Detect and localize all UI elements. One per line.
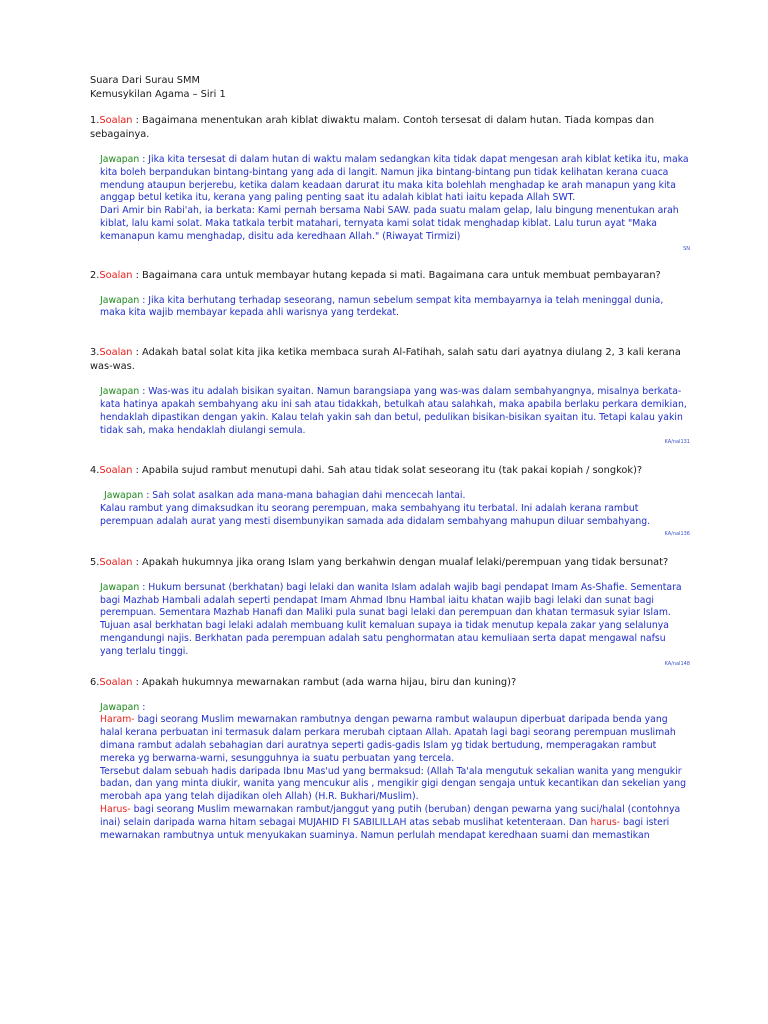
harus-label: Harus- bbox=[100, 803, 131, 815]
soalan-label: Soalan bbox=[99, 556, 133, 568]
question-2: 2.Soalan : Bagaimana cara untuk membayar hutang kepada si mati. Bagaimana cara untuk membuat pembayaran? bbox=[90, 269, 661, 281]
question-4: 4.Soalan : Apabila sujud rambut menutupi dahi. Sah atau tidak solat seseorang itu (tak pakai kopiah / songkok)? bbox=[90, 465, 643, 477]
soalan-label: Soalan bbox=[99, 465, 133, 477]
jawapan-label: Jawapan bbox=[100, 581, 140, 593]
reference-tag: KA/nal136 bbox=[664, 530, 690, 537]
qa-item-1 bbox=[90, 114, 690, 253]
document-title: Suara Dari Surau SMM bbox=[90, 75, 200, 86]
reference-tag: SN bbox=[683, 245, 690, 252]
qa-item-5 bbox=[90, 556, 690, 668]
qa-item-3 bbox=[90, 346, 690, 446]
question-3: 3.Soalan : Adakah batal solat kita jika ketika membaca surah Al-Fatihah, salah satu dari ayatnya diulang 2, 3 kali kerana was-was. bbox=[90, 347, 681, 373]
qa-item-6 bbox=[90, 676, 690, 843]
jawapan-label: Jawapan bbox=[100, 386, 140, 398]
soalan-label: Soalan bbox=[99, 115, 133, 126]
soalan-label: Soalan bbox=[99, 269, 133, 281]
answer-2: Jawapan : Jika kita berhutang terhadap seseorang, namun sebelum sempat kita membayarnya ia telah meninggal dunia, maka kita wajib membayar kepada ahli warisnya yang terdekat. bbox=[100, 294, 664, 319]
harus-label-2: harus- bbox=[590, 816, 621, 828]
jawapan-label: Jawapan bbox=[100, 294, 140, 306]
jawapan-label: Jawapan bbox=[100, 154, 140, 165]
answer-1: Jawapan : Jika kita tersesat di dalam hutan di waktu malam sedangkan kita tidak dapat mengesan arah kiblat ketika itu, maka kita boleh berpandukan bintang-bintang yang ada di langit. Namun jika bintang-bintang pun tidak kelihatan kerana cuaca mendung ataupun berjerebu, ketika dalam keadaan darurat itu maka kita bolehlah menghadap ke arah manapun yang kita anggap betul ketika itu, kerana yang paling penting saat itu adalah kiblat hati iaitu kepada Allah SWT. Dari Amir bin Rabi'ah, ia berkata: Kami pernah bersama Nabi SAW. pada suatu malam gelap, lalu bingung menentukan arah kiblat, lalu kami solat. Maka tatkala terbit matahari, ternyata kami solat tidak menghadap kiblat. Lalu turun ayat "Maka kemanapun kamu menghadap, disitu ada keredhaan Allah." (Riwayat Tirmizi) bbox=[100, 154, 689, 242]
question-5: 5.Soalan : Apakah hukumnya jika orang Islam yang berkahwin dengan mualaf lelaki/perempuan yang tidak bersunat? bbox=[90, 556, 669, 568]
question-6: 6.Soalan : Apakah hukumnya mewarnakan rambut (ada warna hijau, biru dan kuning)? bbox=[90, 676, 517, 688]
answer-4: Jawapan : Sah solat asalkan ada mana-mana bahagian dahi mencecah lantai. Kalau rambut yang dimaksudkan itu seorang perempuan, maka sembahyang itu terbatal. Ini adalah kerana rambut perempuan adalah aurat yang mesti disembunyikan samada ada didalam sembahyang mahupun diluar sembahyang. bbox=[100, 490, 651, 527]
soalan-label: Soalan bbox=[99, 676, 133, 688]
reference-tag: KA/nal148 bbox=[664, 660, 690, 667]
answer-5: Jawapan : Hukum bersunat (berkhatan) bagi lelaki dan wanita Islam adalah wajib bagi pendapat Imam As-Shafie. Sementara bagi Mazhab Hambali adalah seperti pendapat Imam Ahmad Ibnu Hambal iaitu khatan wajib bagi lelaki dan sunat bagi perempuan. Sementara Mazhab Hanafi dan Maliki pula sunat bagi lelaki dan perempuan dan khatan termasuk syiar Islam. Tujuan asal berkhatan bagi lelaki adalah membuang kulit kemaluan supaya ia tidak menutup kepala zakar yang selalunya mengandungi najis. Berkhatan pada perempuan adalah satu penghormatan atau kemuliaan serta dapat mengawal nafsu yang terlalu tinggi. bbox=[100, 581, 682, 657]
jawapan-label: Jawapan bbox=[104, 490, 144, 502]
document-subtitle: Kemusykilan Agama – Siri 1 bbox=[90, 89, 226, 100]
haram-label: Haram- bbox=[100, 714, 135, 726]
qa-item-2 bbox=[90, 269, 690, 321]
reference-tag: KA/nal131 bbox=[664, 439, 690, 446]
question-1: 1.Soalan : Bagaimana menentukan arah kiblat diwaktu malam. Contoh tersesat di dalam hutan. Tiada kompas dan sebagainya. bbox=[90, 115, 655, 140]
jawapan-label: Jawapan bbox=[100, 701, 140, 713]
answer-6: Jawapan : Haram- bagi seorang Muslim mewarnakan rambutnya dengan pewarna rambut walaupun diperbuat daripada benda yang halal kerana perbuatan ini termasuk dalam perkara merubah ciptaan Allah. Apatah lagi bagi seorang perempuan muslimah dimana rambut adalah sebahagian dari auratnya seperti gadis-gadis Islam yg tidak bertudung, memperagakan rambut mereka yg berwarna-warni, sesungguhnya ia suatu perbuatan yang tercela. Tersebut dalam sebuah hadis daripada Ibnu Mas'ud yang bermaksud: (Allah Ta'ala mengutuk sekalian wanita yang mengukir badan, dan yang minta diukir, wanita yang mencukur alis , mengikir gigi dengan sengaja untuk kecantikan dan sekelian yang merobah apa yang telah dijadikan oleh Allah) (H.R. Bukhari/Muslim). Harus- bagi seorang Muslim mewarnakan rambut/janggut yang putih (beruban) dengan pewarna yang suci/halal (contohnya inai) selain daripada warna hitam sebagai MUJAHID FI SABILILLAH atas sebab muslihat ketenteraan. Dan harus- bagi isteri mewarnakan rambutnya untuk menyukakan suaminya. Namun perlulah mendapat keredhaan suami dan memastikan bbox=[100, 701, 687, 841]
qa-item-4 bbox=[90, 464, 690, 537]
answer-3: Jawapan : Was-was itu adalah bisikan syaitan. Namun barangsiapa yang was-was dalam sembahyangnya, misalnya berkata-kata hatinya apakah sembahyang aku ini sah atau tidakkah, betulkah atau salahkah, maka apabila berlaku perkara demikian, hendaklah dipastikan dengan yakin. Kalau telah yakin sah dan betul, pedulikan bisikan-bisikan syaitan itu. Tetapi kalau yakin tidak sah, maka hendaklah diulangi semula. bbox=[100, 386, 687, 436]
document-page bbox=[90, 74, 690, 842]
soalan-label: Soalan bbox=[99, 347, 133, 359]
